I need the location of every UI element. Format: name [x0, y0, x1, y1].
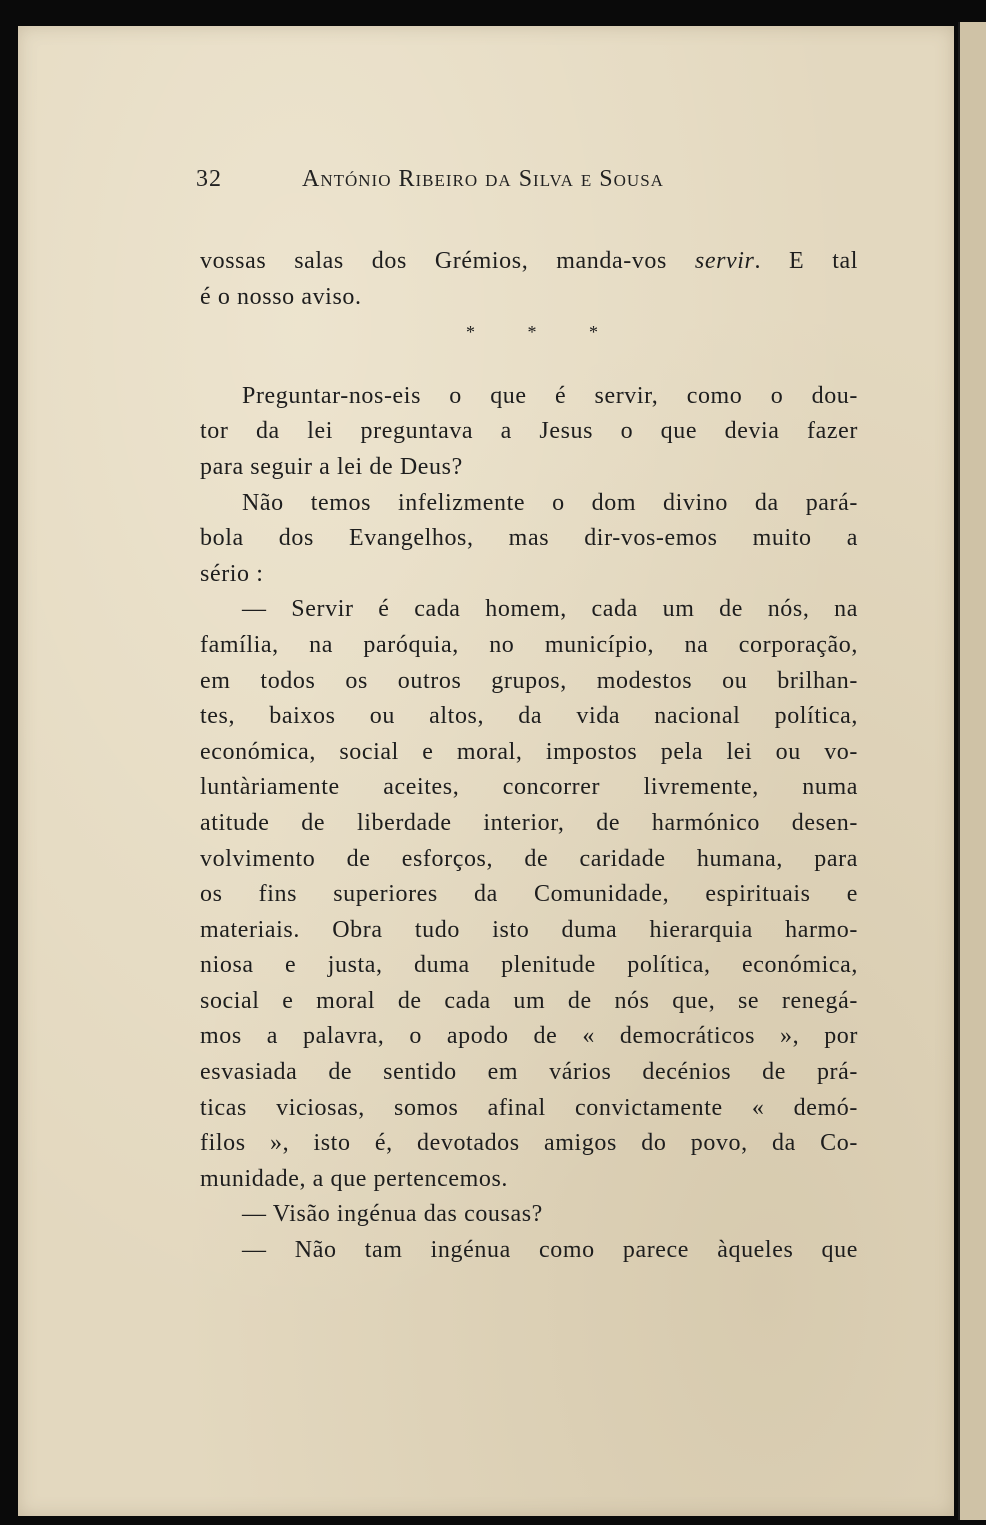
text-line: em todos os outros grupos, modestos ou brilhan- [200, 667, 858, 694]
text-line: — Visão ingénua das cousas? [242, 1201, 543, 1228]
text-line: para seguir a lei de Deus? [200, 453, 463, 480]
running-head-author: António Ribeiro da Silva e Sousa [302, 166, 664, 192]
running-head [196, 166, 756, 200]
text-line: vossas salas dos Grémios, manda-vos servir. E tal [200, 248, 858, 274]
text-line: luntàriamente aceites, concorrer livremente, numa [200, 774, 858, 801]
text-line: social e moral de cada um de nós que, se renegá- [200, 987, 858, 1014]
text-line: Não temos infelizmente o dom divino da pará- [242, 489, 858, 516]
text-line: Preguntar-nos-eis o que é servir, como o dou- [242, 382, 858, 409]
body-text [200, 244, 858, 1269]
text-line: volvimento de esforços, de caridade humana, para [200, 845, 858, 872]
text-line: tor da lei preguntava a Jesus o que devia fazer [200, 418, 858, 445]
text-line: bola dos Evangelhos, mas dir-vos-emos muito a [200, 525, 858, 552]
text-line: niosa e justa, duma plenitude política, económica, [200, 952, 858, 979]
text-line: é o nosso aviso. [200, 283, 362, 310]
text-line: família, na paróquia, no município, na corporação, [200, 631, 858, 658]
text-line: esvasiada de sentido em vários decénios de prá- [200, 1059, 858, 1086]
text-line: económica, social e moral, impostos pela lei ou vo- [200, 738, 858, 765]
emphasis-servir: servir [694, 248, 755, 274]
text-line: sério : [200, 560, 264, 587]
section-separator: * * * [466, 322, 622, 343]
text-line: os fins superiores da Comunidade, espirituais e [200, 881, 858, 908]
text-line: mos a palavra, o apodo de « democráticos », por [200, 1023, 858, 1050]
book-page [18, 26, 954, 1516]
text-line: atitude de liberdade interior, de harmónico desen- [200, 809, 858, 836]
text-line: — Servir é cada homem, cada um de nós, na [242, 596, 858, 623]
text-line: filos », isto é, devotados amigos do povo, da Co- [200, 1130, 858, 1157]
text-line: tes, baixos ou altos, da vida nacional política, [200, 703, 858, 730]
text-line: materiais. Obra tudo isto duma hierarquia harmo- [200, 916, 858, 943]
text-line: — Não tam ingénua como parece àqueles que [242, 1237, 858, 1264]
adjacent-page-edge [958, 22, 986, 1520]
text-line: ticas viciosas, somos afinal convictamente « demó- [200, 1094, 858, 1121]
text-line: munidade, a que pertencemos. [200, 1165, 509, 1192]
page-number: 32 [196, 166, 222, 192]
